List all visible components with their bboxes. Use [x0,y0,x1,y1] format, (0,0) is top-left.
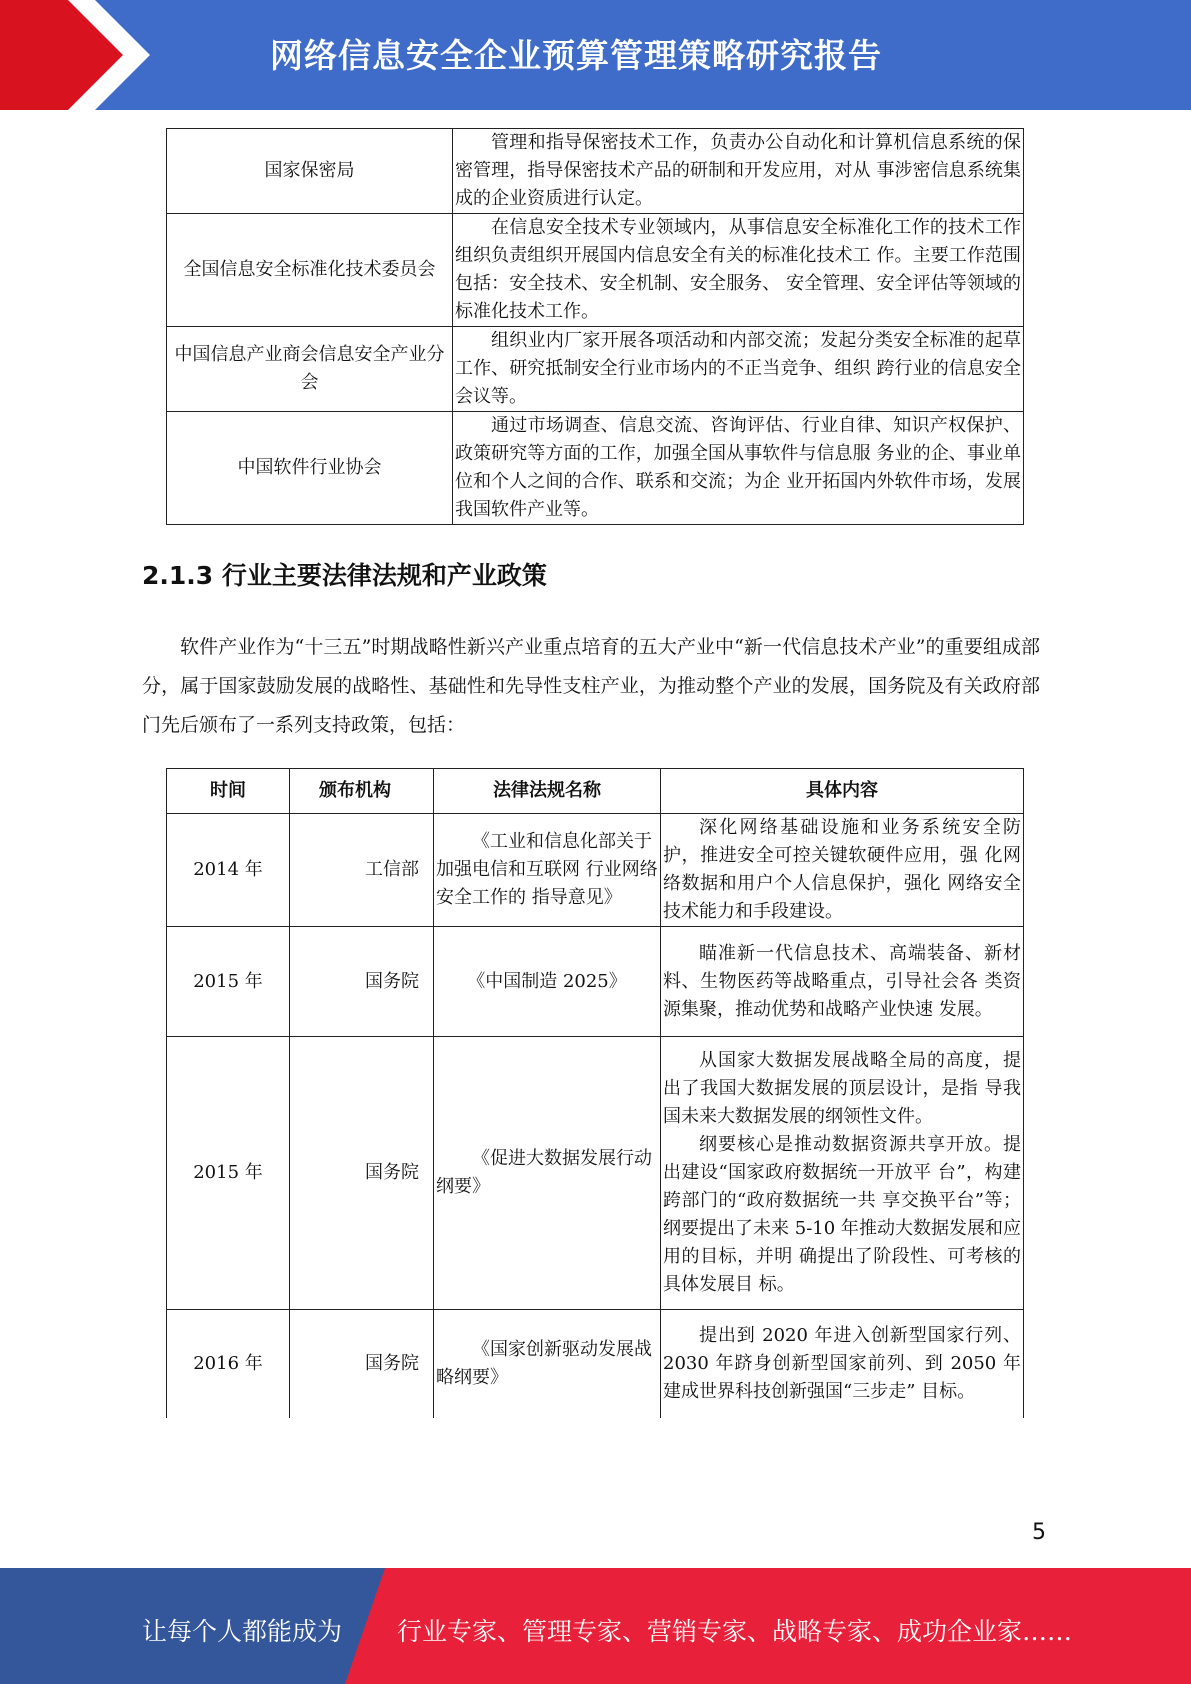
policy-detail: 从国家大数据发展战略全局的高度，提出了我国大数据发展的顶层设计，是指 导我国未来大数据发展的纲领性文件。 [663,1050,1021,1127]
footer-slogan-right: 行业专家、管理专家、营销专家、战略专家、成功企业家…… [397,1617,1073,1646]
policy-law-name: 《促进大数据发展行动纲要》 [434,1037,661,1310]
org-description: 组织业内厂家开展各项活动和内部交流；发起分类安全标准的起草工作、研究抵制安全行业市场内的不正当竞争、组织 跨行业的信息安全会议等。 [453,327,1024,412]
policy-org: 国务院 [290,1037,434,1310]
table-row [167,412,1024,525]
table-row [167,1037,1024,1310]
policy-detail-continued: 纲要核心是推动数据资源共享开放。提出建设“国家政府数据统一开放平 台”，构建跨部门的“政府数据统一共 享交换平台”等；纲要提出了未来 5-10 年推动大数据发展和应用的目标，并明 确提出了阶段性、可考核的具体发展目 标。 [663,1134,1021,1295]
policy-law-name: 《国家创新驱动发展战略纲要》 [434,1310,661,1418]
table-row [167,214,1024,327]
policy-org: 国务院 [290,1310,434,1418]
policy-org: 国务院 [290,927,434,1037]
policy-detail: 提出到 2020 年进入创新型国家行列、2030 年跻身创新型国家前列、到 2050 年建成世界科技创新强国“三步走” 目标。 [661,1310,1024,1418]
policy-law-name: 《中国制造 2025》 [434,927,661,1037]
table-header-row [167,769,1024,814]
column-header-law: 法律法规名称 [434,769,661,814]
report-title: 网络信息安全企业预算管理策略研究报告 [270,36,882,75]
policy-time: 2015 年 [167,927,290,1037]
policy-detail-cell [661,1037,1024,1310]
organization-table [166,128,1024,525]
org-name: 国家保密局 [167,129,453,214]
org-description: 管理和指导保密技术工作，负责办公自动化和计算机信息系统的保密管理，指导保密技术产品的研制和开发应用，对从 事涉密信息系统集成的企业资质进行认定。 [453,129,1024,214]
policy-detail: 深化网络基础设施和业务系统安全防护，推进安全可控关键软硬件应用，强 化网络数据和用户个人信息保护，强化 网络安全技术能力和手段建设。 [661,814,1024,927]
policy-table [166,768,1024,1418]
org-name: 中国软件行业协会 [167,412,453,525]
table-row [167,814,1024,927]
org-description: 通过市场调查、信息交流、咨询评估、行业自律、知识产权保护、政策研究等方面的工作，加强全国从事软件与信息服 务业的企、事业单位和个人之间的合作、联系和交流；为企 业开拓国内外软件市场，发展我国软件产业等。 [453,412,1024,525]
section-heading: 2.1.3 行业主要法律法规和产业政策 [142,561,547,590]
column-header-detail: 具体内容 [661,769,1024,814]
policy-time: 2015 年 [167,1037,290,1310]
page-header [0,0,1191,110]
policy-detail: 瞄准新一代信息技术、高端装备、新材料、生物医药等战略重点，引导社会各 类资源集聚，推动优势和战略产业快速 发展。 [661,927,1024,1037]
intro-paragraph: 软件产业作为“十三五”时期战略性新兴产业重点培育的五大产业中“新一代信息技术产业”的重要组成部分，属于国家鼓励发展的战略性、基础性和先导性支柱产业，为推动整个产业的发展，国务院及有关政府部门先后颁布了一系列支持政策，包括： [142,636,1040,736]
table-row [167,129,1024,214]
column-header-time: 时间 [167,769,290,814]
table-row [167,927,1024,1037]
column-header-org: 颁布机构 [290,769,434,814]
footer-slogan-left: 让每个人都能成为 [142,1617,343,1646]
table-row [167,1310,1024,1418]
page-footer [0,1568,1191,1684]
policy-org: 工信部 [290,814,434,927]
table-row [167,327,1024,412]
org-name: 全国信息安全标准化技术委员会 [167,214,453,327]
org-description: 在信息安全技术专业领域内，从事信息安全标准化工作的技术工作组织负责组织开展国内信息安全有关的标准化技术工 作。主要工作范围包括：安全技术、安全机制、安全服务、 安全管理、安全评估等领域的标准化技术工作。 [453,214,1024,327]
policy-law-name: 《工业和信息化部关于加强电信和互联网 行业网络安全工作的 指导意见》 [434,814,661,927]
org-name: 中国信息产业商会信息安全产业分会 [167,327,453,412]
page-number: 5 [1032,1520,1046,1545]
policy-time: 2014 年 [167,814,290,927]
policy-time: 2016 年 [167,1310,290,1418]
